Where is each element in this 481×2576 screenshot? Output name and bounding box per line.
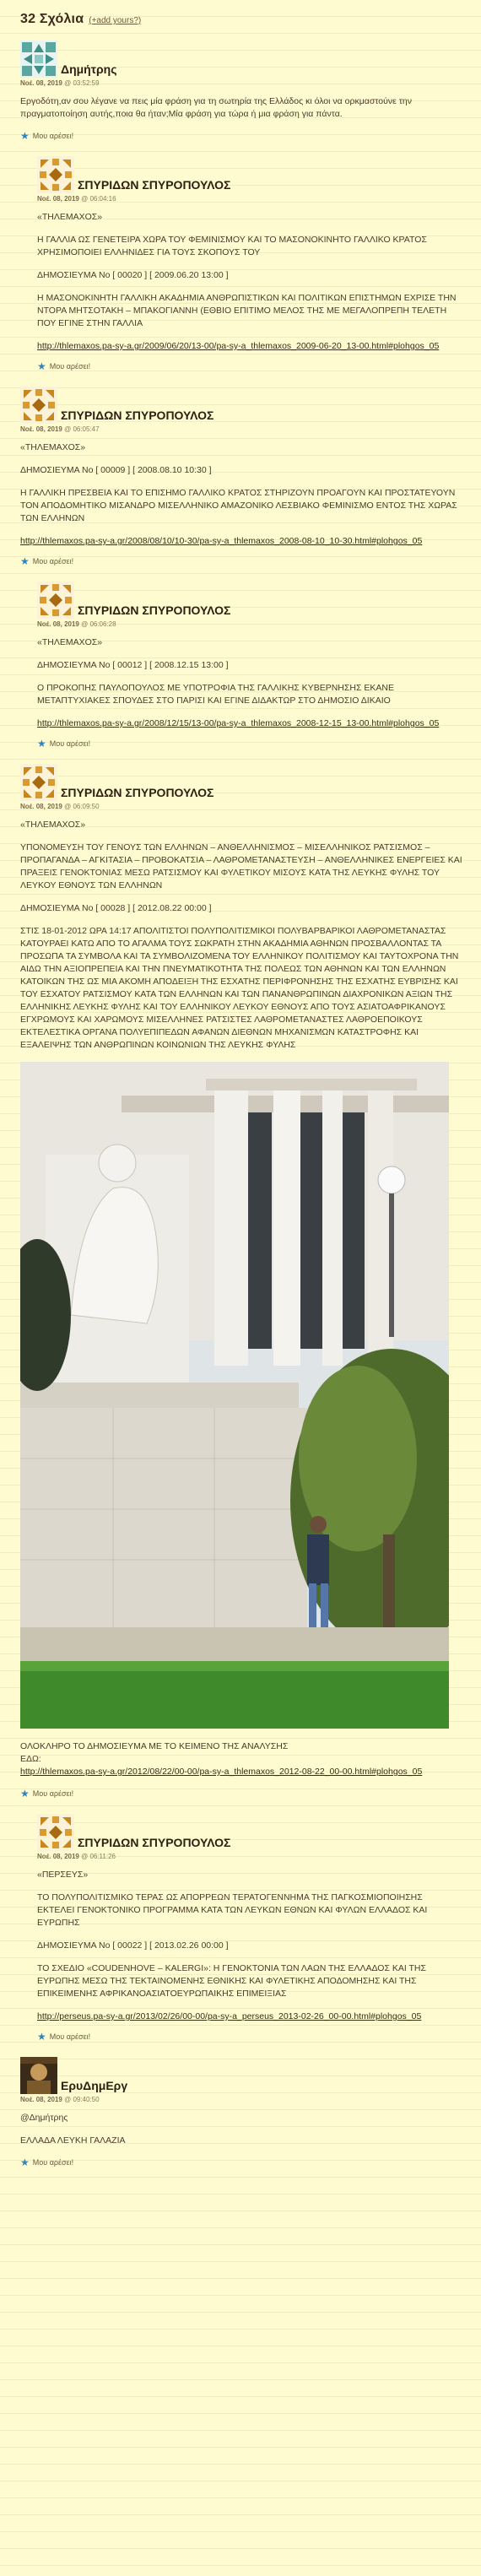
comment — [20, 41, 462, 141]
comment-link-paragraph — [37, 717, 462, 730]
comment-meta — [20, 425, 462, 433]
photo-avatar[interactable] — [20, 2057, 57, 2094]
comment-meta — [37, 620, 462, 628]
orange-pattern-avatar[interactable] — [37, 582, 74, 619]
comment-header — [20, 387, 462, 424]
comment-header — [20, 764, 462, 801]
comment-text: @Δημήτρης — [20, 2113, 68, 2123]
comment-meta — [20, 803, 462, 810]
comment-text: «ΠΕΡΣΕΥΣ» — [37, 1870, 89, 1880]
comment-text: ΔΗΜΟΣΙΕΥΜΑ No [ 00012 ] [ 2008.12.15 13:00 ] — [37, 660, 229, 670]
like-button[interactable] — [20, 131, 462, 141]
comment-text-line: ΕΔΩ: — [20, 1754, 41, 1764]
comment-date[interactable]: Νοέ. 08, 2019 — [20, 425, 62, 433]
comment-time: @ 09:40:50 — [64, 2096, 100, 2103]
star-icon: ★ — [37, 360, 46, 372]
comment-text: «ΤΗΛΕΜΑΧΟΣ» — [37, 637, 103, 647]
comment-text: ΥΠΟΝΟΜΕΥΣΗ ΤΟΥ ΓΕΝΟΥΣ ΤΩΝ ΕΛΛΗΝΩΝ – ΑΝΘΕΛΛΗΝΙΣΜΟΣ – ΜΙΣΕΛΛΗΝΙΚΟΣ ΡΑΤΣΙΣΜΟΣ – ΠΡΟΠΑΓΑΝΔΑ – ΑΓΚΙΤΑΣΙΑ – ΠΡΟΒΟΚΑΤΣΙΑ – ΛΑΘΡΟΜΕΤΑΝΑΣΤΕΥΣΗ – ΑΝΘΕΛΛΗΝΙΚΕΣ ΕΝΕΡΓΕΙΕΣ ΚΑΙ ΠΡΑΞΕΙΣ ΓΕΝΟΚΤΟΝΙΑΣ ΜΕΣΩ ΡΑΤΣΙΣΜΟΥ ΚΑΙ ΦΥΛΕΤΙΚΟΥ ΜΙΣΟΥΣ ΚΑΤΑ ΤΗΣ ΛΕΥΚΗΣ ΦΥΛΗΣ ΤΟΥ ΛΕΥΚΟΥ ΕΘΝΟΥΣ ΤΩΝ ΕΛΛΗΝΩΝ — [20, 842, 462, 890]
comment-header — [20, 41, 462, 78]
comment-date[interactable]: Νοέ. 08, 2019 — [20, 79, 62, 87]
comment-date[interactable]: Νοέ. 08, 2019 — [37, 620, 79, 628]
like-label: Μου αρέσει! — [32, 1789, 74, 1798]
comment-date[interactable]: Νοέ. 08, 2019 — [20, 803, 62, 810]
comment-time: @ 06:06:28 — [81, 620, 116, 628]
comment-link-paragraph — [37, 2010, 462, 2023]
comment-author[interactable]: ΕρυΔημΕργ — [61, 2079, 128, 2092]
comment-link[interactable]: http://perseus.pa-sy-a.gr/2013/02/26/00-00/pa-sy-a_perseus_2013-02-26_00-00.html#plohgos_05 — [37, 2011, 422, 2021]
comment-text: ΔΗΜΟΣΙΕΥΜΑ No [ 00020 ] [ 2009.06.20 13:00 ] — [37, 270, 229, 280]
comment-body — [37, 1869, 462, 2023]
comment-text: ΤΟ ΠΟΛΥΠΟΛΙΤΙΣΜΙΚΟ ΤΕΡΑΣ ΩΣ ΑΠΟΡΡΕΩΝ ΤΕΡΑΤΟΓΕΝΝΗΜΑ ΤΗΣ ΠΑΓΚΟΣΜΙΟΠΟΙΗΣΗΣ ΕΚΤΕΛΕΙ ΓΕΝΟΚΤΟΝΙΚΟ ΠΡΟΓΡΑΜΜΑ ΚΑΤΑ ΤΩΝ ΛΕΥΚΩΝ ΕΘΝΩΝ ΚΑΙ ΦΥΛΩΝ ΕΛΛΑΔΟΣ ΚΑΙ ΕΥΡΩΠΗΣ — [37, 1892, 428, 1928]
star-icon: ★ — [20, 555, 30, 567]
comment-author[interactable]: ΣΠΥΡΙΔΩΝ ΣΠΥΡΟΠΟΥΛΟΣ — [78, 1836, 231, 1849]
comment — [20, 764, 462, 1799]
comment-reply — [37, 1814, 462, 2042]
comment-header — [37, 582, 462, 619]
comment-body — [20, 819, 462, 1778]
like-label: Μου αρέσει! — [49, 739, 91, 748]
comment-text: ΣΤΙΣ 18-01-2012 ΩΡΑ 14:17 ΑΠΟΛΙΤΙΣΤΟΙ ΠΟΛΥΠΟΛΙΤΙΣΜΙΚΟΙ ΠΟΛΥΒΑΡΒΑΡΙΚΟΙ ΛΑΘΡΟΜΕΤΑΝΑΣΤΑΣ ΚΑΤΟΥΡΑΕΙ ΚΑΤΩ ΑΠΟ ΤΟ ΑΓΑΛΜΑ ΤΟΥΣ ΣΩΚΡΑΤΗ ΣΤΗΝ ΑΚΑΔΗΜΙΑ ΑΘΗΝΩΝ ΠΡΟΣΒΑΛΛΟΝΤΑΣ ΤΑ ΠΡΟΣΩΠΑ ΤΑ ΣΥΜΒΟΛΑ ΚΑΙ ΤΑ ΣΥΜΒΟΛΙΖΟΜΕΝΑ ΤΟΥ ΕΛΛΗΝΙΚΟΥ ΠΟΛΙΤΙΣΜΟΥ ΚΑΙ ΤΑΥΤΟΧΡΟΝΑ ΤΗΝ ΑΙΔΩ ΤΗΝ ΑΞΙΟΠΡΕΠΕΙΑ ΚΑΙ ΤΗΝ ΠΝΕΥΜΑΤΙΚΟΤΗΤΑ ΤΗΣ ΠΟΛΕΩΣ ΤΩΝ ΑΘΗΝΩΝ ΚΑΙ ΤΩΝ ΕΛΛΗΝΩΝ ΚΑΤΟΙΚΩΝ ΤΗΣ ΩΣ ΜΙΑ ΑΚΟΜΗ ΑΠΟΔΕΙΞΗ ΤΗΣ ΕΣΧΑΤΗΣ ΠΕΡΙΦΡΟΝΗΣΗΣ ΤΗΣ ΕΣΧΑΤΗΣ ΕΥΒΡΙΣΗΣ ΚΑΙ ΤΟΥ ΕΣΧΑΤΟΥ ΡΑΤΣΙΣΜΟΥ ΚΑΤΑ ΤΩΝ ΕΛΛΗΝΩΝ ΚΑΙ ΤΩΝ ΠΑΝΑΝΘΡΩΠΙΝΩΝ ΔΙΑΧΡΟΝΙΚΩΝ ΑΞΙΩΝ ΤΗΣ ΕΛΛΗΝΙΚΗΣ ΛΕΥΚΗΣ ΦΥΛΗΣ ΚΑΙ ΤΟΥ ΕΛΛΗΝΙΚΟΥ ΛΕΥΚΟΥ ΕΘΝΟΥΣ ΑΠΟ ΤΟΥΣ ΑΣΙΑΤΟΑΦΡΙΚΑΝΟΥΣ ΕΓΧΡΩΜΟΥΣ ΚΑΙ ΧΑΡΩΜΟΥΣ ΜΙΣΕΛΛΗΝΕΣ ΡΑΤΣΙΣΤΕΣ ΛΑΘΡΟΜΕΤΑΝΑΣΤΕΣ ΛΑΘΡΟΕΠΟΙΚΟΥΣ ΕΚΤΕΛΕΣΤΙΚΑ ΟΡΓΑΝΑ ΠΟΛΥΕΠΙΠΕΔΩΝ ΑΦΑΝΩΝ ΔΙΕΘΝΩΝ ΜΗΧΑΝΙΣΜΩΝ ΚΑΤΑΣΤΡΟΦΗΣ ΚΑΙ ΕΞΑΛΕΙΨΗΣ ΤΩΝ ΑΝΘΡΩΠΙΝΩΝ ΚΟΙΝΩΝΙΩΝ ΤΗΣ ΛΕΥΚΗΣ ΦΥΛΗΣ — [20, 926, 459, 1050]
comment-reply — [37, 156, 462, 371]
comment-link[interactable]: http://thlemaxos.pa-sy-a.gr/2012/08/22/00-00/pa-sy-a_thlemaxos_2012-08-22_00-00.html#plohgos_05 — [20, 1767, 423, 1777]
comment-link[interactable]: http://thlemaxos.pa-sy-a.gr/2009/06/20/13-00/pa-sy-a_thlemaxos_2009-06-20_13-00.html#plohgos_05 — [37, 341, 440, 351]
comment-body — [20, 441, 462, 548]
comment-author[interactable]: ΣΠΥΡΙΔΩΝ ΣΠΥΡΟΠΟΥΛΟΣ — [61, 409, 214, 422]
comment-link-paragraph — [20, 535, 462, 548]
add-comment-link[interactable]: (+add yours?) — [89, 16, 142, 25]
comment-link[interactable]: http://thlemaxos.pa-sy-a.gr/2008/08/10/10-30/pa-sy-a_thlemaxos_2008-08-10_10-30.html#plohgos_05 — [20, 536, 423, 546]
comment-reply — [37, 582, 462, 749]
comment-time: @ 03:52:59 — [64, 79, 100, 87]
like-button[interactable] — [37, 2032, 462, 2042]
comment-text: «ΤΗΛΕΜΑΧΟΣ» — [20, 442, 86, 452]
comment-text — [20, 1740, 462, 1778]
comment-text: Η ΓΑΛΛΙΑ ΩΣ ΓΕΝΕΤΕΙΡΑ ΧΩΡΑ ΤΟΥ ΦΕΜΙΝΙΣΜΟΥ ΚΑΙ ΤΟ ΜΑΣΟΝΟΚΙΝΗΤΟ ΓΑΛΛΙΚΟ ΚΡΑΤΟΣ ΧΡΗΣΙΜΟΠΟΙΕΙ ΕΛΛΗΝΙΔΕΣ ΓΙΑ ΤΟΥΣ ΣΚΟΠΟΥΣ ΤΟΥ — [37, 235, 427, 257]
comment-author[interactable]: ΣΠΥΡΙΔΩΝ ΣΠΥΡΟΠΟΥΛΟΣ — [78, 178, 231, 192]
comment-time: @ 06:04:16 — [81, 195, 116, 203]
comment-text: ΔΗΜΟΣΙΕΥΜΑ No [ 00022 ] [ 2013.02.26 00:00 ] — [37, 1940, 229, 1951]
comment-meta — [37, 1853, 462, 1860]
comment-date[interactable]: Νοέ. 08, 2019 — [37, 195, 79, 203]
comment-body — [37, 636, 462, 730]
comment-author[interactable]: Δημήτρης — [61, 62, 117, 76]
comment-text: ΔΗΜΟΣΙΕΥΜΑ No [ 00028 ] [ 2012.08.22 00:00 ] — [20, 903, 212, 913]
like-button[interactable] — [37, 361, 462, 371]
like-button[interactable] — [20, 2157, 462, 2167]
comment — [20, 2057, 462, 2167]
comment-text: ΔΗΜΟΣΙΕΥΜΑ No [ 00009 ] [ 2008.08.10 10:30 ] — [20, 465, 212, 475]
comment-text: ΕΛΛΑΔΑ ΛΕΥΚΗ ΓΑΛΑΖΙΑ — [20, 2135, 126, 2146]
comment-link-paragraph — [37, 340, 462, 353]
comment-meta — [20, 79, 462, 87]
comment-header — [37, 156, 462, 193]
comment-date[interactable]: Νοέ. 08, 2019 — [37, 1853, 79, 1860]
comment-text: Η ΓΑΛΛΙΚΗ ΠΡΕΣΒΕΙΑ ΚΑΙ ΤΟ ΕΠΙΣΗΜΟ ΓΑΛΛΙΚΟ ΚΡΑΤΟΣ ΣΤΗΡΙΖΟΥΝ ΠΡΟΑΓΟΥΝ ΚΑΙ ΠΡΟΣΤΑΤΕΥΟΥΝ ΤΟΝ ΑΠΟΔΟΜΗΤΙΚΟ ΜΙΣΑΝΔΡΟ ΜΙΣΕΛΛΗΝΙΚΟ ΑΜΑΖΟΝΙΚΟ ΛΕΣΒΙΑΚΟ ΦΕΜΙΝΙΣΜΟ ΕΝΤΟΣ ΤΗΣ ΧΩΡΑΣ ΤΩΝ ΕΛΛΗΝΩΝ — [20, 488, 457, 523]
comments-count-title: 32 Σχόλια — [20, 12, 84, 26]
like-button[interactable] — [37, 739, 462, 749]
like-button[interactable] — [20, 1789, 462, 1799]
like-label: Μου αρέσει! — [32, 132, 74, 140]
comment-time: @ 06:09:50 — [64, 803, 100, 810]
comment-text: «ΤΗΛΕΜΑΧΟΣ» — [20, 820, 86, 830]
comment-text-line: ΟΛΟΚΛΗΡΟ ΤΟ ΔΗΜΟΣΙΕΥΜΑ ΜΕ ΤΟ ΚΕΙΜΕΝΟ ΤΗΣ ΑΝΑΛΥΣΗΣ — [20, 1741, 289, 1751]
comment-link[interactable]: http://thlemaxos.pa-sy-a.gr/2008/12/15/13-00/pa-sy-a_thlemaxos_2008-12-15_13-00.html#plohgos_05 — [37, 718, 440, 728]
comment-time: @ 06:11:26 — [81, 1853, 116, 1860]
comment-body — [20, 95, 462, 121]
orange-pattern-avatar[interactable] — [20, 387, 57, 424]
comment-header — [37, 1814, 462, 1851]
comments-heading — [20, 12, 462, 27]
comment-meta — [20, 2096, 462, 2103]
star-icon: ★ — [37, 2031, 46, 2043]
like-label: Μου αρέσει! — [32, 557, 74, 566]
comment-text: ΤΟ ΣΧΕΔΙΟ «COUDENHOVE – KALERGI»: Η ΓΕΝΟΚΤΟΝΙΑ ΤΩΝ ΛΑΩΝ ΤΗΣ ΕΛΛΑΔΟΣ ΚΑΙ ΤΗΣ ΕΥΡΩΠΗΣ ΜΕΣΩ ΤΗΣ ΤΕΚΤΑΙΝΟΜΕΝΗΣ ΕΘΝΙΚΗΣ ΚΑΙ ΦΥΛΕΤΙΚΗΣ ΑΠΟΔΟΜΗΣΗΣ ΚΑΙ ΤΗΣ ΕΠΙΚΕΙΜΕΝΗΣ ΑΦΡΙΚΑΝΟΑΣΙΑΤΟΕΥΡΩΠΑΙΚΗΣ ΕΠΙΜΕΙΞΙΑΣ — [37, 1963, 426, 1999]
academy-statue-photo[interactable] — [20, 1062, 449, 1729]
comment-text: Εργοδότη,αν σου λέγανε να πεις μία φράση για τη σωτηρία της Ελλάδος κι όλοι να ορκμαστούνε την πραγματοποίηση αυτής,ποια θα ήταν;Μία φράση για τώρα ή μια φράση για πάντα. — [20, 96, 412, 119]
comment-author[interactable]: ΣΠΥΡΙΔΩΝ ΣΠΥΡΟΠΟΥΛΟΣ — [78, 603, 231, 617]
orange-pattern-avatar[interactable] — [37, 1814, 74, 1851]
comment-text: «ΤΗΛΕΜΑΧΟΣ» — [37, 212, 103, 222]
orange-pattern-avatar[interactable] — [20, 764, 57, 801]
star-icon: ★ — [20, 1788, 30, 1799]
comment-author[interactable]: ΣΠΥΡΙΔΩΝ ΣΠΥΡΟΠΟΥΛΟΣ — [61, 786, 214, 799]
comment-meta — [37, 195, 462, 203]
comment-text: Ο ΠΡΟΚΟΠΗΣ ΠΑΥΛΟΠΟΥΛΟΣ ΜΕ ΥΠΟΤΡΟΦΙΑ ΤΗΣ ΓΑΛΛΙΚΗΣ ΚΥΒΕΡΝΗΣΗΣ ΕΚΑΝΕ ΜΕΤΑΠΤΥΧΙΑΚΕΣ ΣΠΟΥΔΕΣ ΣΤΟ ΠΑΡΙΣΙ ΚΑΙ ΕΓΙΝΕ ΔΙΔΑΚΤΩΡ ΣΤΟ ΔΗΜΟΣΙΟ ΔΙΚΑΙΟ — [37, 683, 394, 706]
star-icon: ★ — [20, 2157, 30, 2168]
comment-time: @ 06:05:47 — [64, 425, 100, 433]
star-icon: ★ — [20, 130, 30, 142]
comment-body — [37, 211, 462, 353]
comment-body — [20, 2112, 462, 2147]
teal-pattern-avatar[interactable] — [20, 41, 57, 78]
orange-pattern-avatar[interactable] — [37, 156, 74, 193]
like-label: Μου αρέσει! — [32, 2158, 74, 2167]
comment-date[interactable]: Νοέ. 08, 2019 — [20, 2096, 62, 2103]
comment-text: Η ΜΑΣΟΝΟΚΙΝΗΤΗ ΓΑΛΛΙΚΗ ΑΚΑΔΗΜΙΑ ΑΝΘΡΩΠΙΣΤΙΚΩΝ ΚΑΙ ΠΟΛΙΤΙΚΩΝ ΕΠΙΣΤΗΜΩΝ ΕΧΡΙΣΕ ΤΗΝ ΝΤΟΡΑ ΜΗΤΣΟΤΑΚΗ – ΜΠΑΚΟΓΙΑΝΝΗ (ΕΘΒΙΟ ΕΠΙΤΙΜΟ ΜΕΛΟΣ ΤΗΣ ΜΕ ΜΕΓΑΛΟΠΡΕΠΗ ΤΕΛΕΤΗ ΠΟΥ ΕΓΙΝΕ ΣΤΗΝ ΓΑΛΛΙΑ — [37, 293, 457, 328]
like-label: Μου αρέσει! — [49, 362, 91, 371]
like-button[interactable] — [20, 556, 462, 566]
comment — [20, 387, 462, 566]
like-label: Μου αρέσει! — [49, 2032, 91, 2041]
star-icon: ★ — [37, 738, 46, 750]
comment-header — [20, 2057, 462, 2094]
